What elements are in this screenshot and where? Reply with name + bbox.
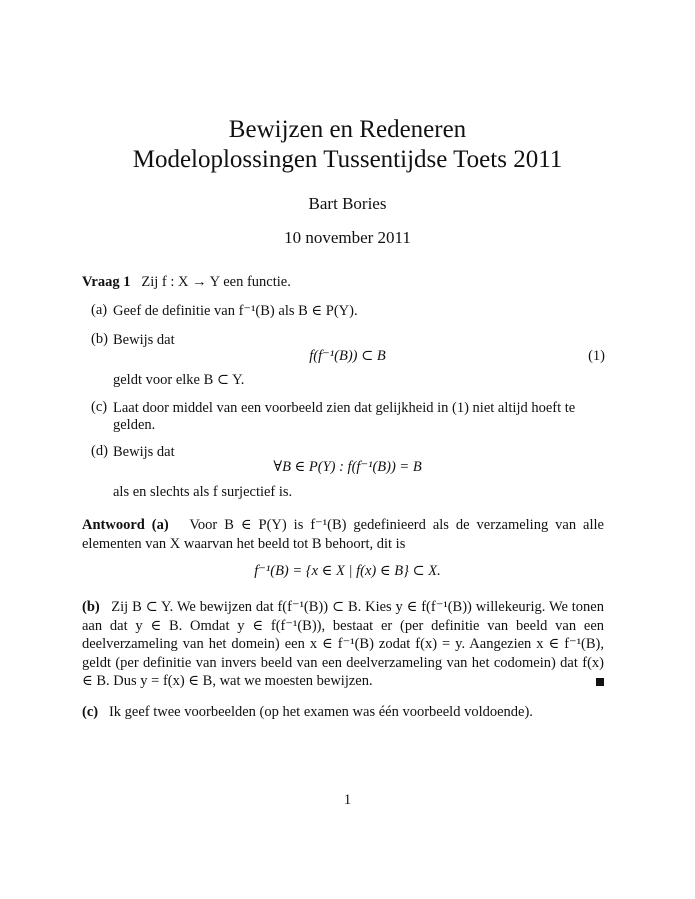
document-title: Bewijzen en Redeneren [228, 116, 467, 143]
answer-label: Antwoord (a) [82, 517, 169, 533]
answer-c-text: Ik geef twee voorbeelden (op het examen was één voorbeeld voldoende). [108, 704, 533, 720]
document-subtitle: Modeloplossingen Tussentijdse Toets 2011 [132, 146, 563, 173]
answer-a [82, 516, 604, 553]
date: 10 november 2011 [284, 228, 411, 247]
equation-number: (1) [588, 348, 605, 364]
answer-b-label: (b) [82, 599, 100, 615]
answer-a-equation: f⁻¹(B) = {x ∈ X | f(x) ∈ B} ⊂ X. [254, 563, 441, 579]
qed-square-icon [596, 678, 604, 686]
equation-d: ∀B ∈ P(Y) : f(f⁻¹(B)) = B [273, 459, 422, 475]
equation-1: f(f⁻¹(B)) ⊂ B [309, 348, 386, 364]
answer-c [82, 703, 604, 722]
item-b-text: Bewijs dat [113, 332, 175, 348]
answer-c-label: (c) [82, 704, 99, 720]
answer-a-text: Voor B ∈ P(Y) is f⁻¹(B) gedefinieerd als de verzameling van alle elementen van X waarvan het beeld tot B behoort, dit is [82, 517, 604, 552]
item-d-text: Bewijs dat [113, 444, 175, 460]
item-b-label: (b) [91, 331, 108, 347]
question-label: Vraag 1 [82, 274, 131, 290]
question-heading [82, 273, 291, 291]
item-d-after: als en slechts als f surjectief is. [113, 484, 293, 500]
question-intro: Zij f : X → Y een functie. [141, 274, 291, 290]
item-d-label: (d) [91, 443, 108, 459]
item-a-text: Geef de definitie van f⁻¹(B) als B ∈ P(Y). [113, 303, 358, 319]
item-c-label: (c) [91, 399, 108, 415]
item-a-label: (a) [91, 302, 108, 318]
item-c-text-line1: Laat door middel van een voorbeeld zien dat gelijkheid in (1) niet altijd hoeft te [113, 400, 576, 416]
item-b-after: geldt voor elke B ⊂ Y. [113, 372, 245, 388]
page-number: 1 [343, 792, 352, 808]
author: Bart Bories [308, 194, 387, 213]
answer-b [82, 598, 604, 691]
item-c-text-line2: gelden. [113, 417, 156, 433]
answer-b-text: Zij B ⊂ Y. We bewijzen dat f(f⁻¹(B)) ⊂ B. Kies y ∈ f(f⁻¹(B)) willekeurig. We tonen aan dat y ∈ B. Omdat y ∈ f(f⁻¹(B)), bestaat er (per definitie van beeld van een deelverzameling van het domein) een x ∈ f⁻¹(B) zodat f(x) = y. Aangezien x ∈ f⁻¹(B), geldt (per definitie van invers beeld van een deelverzameling van het codomein) dat f(x) ∈ B. Dus y = f(x) ∈ B, wat we moesten bewijzen. [82, 599, 604, 689]
